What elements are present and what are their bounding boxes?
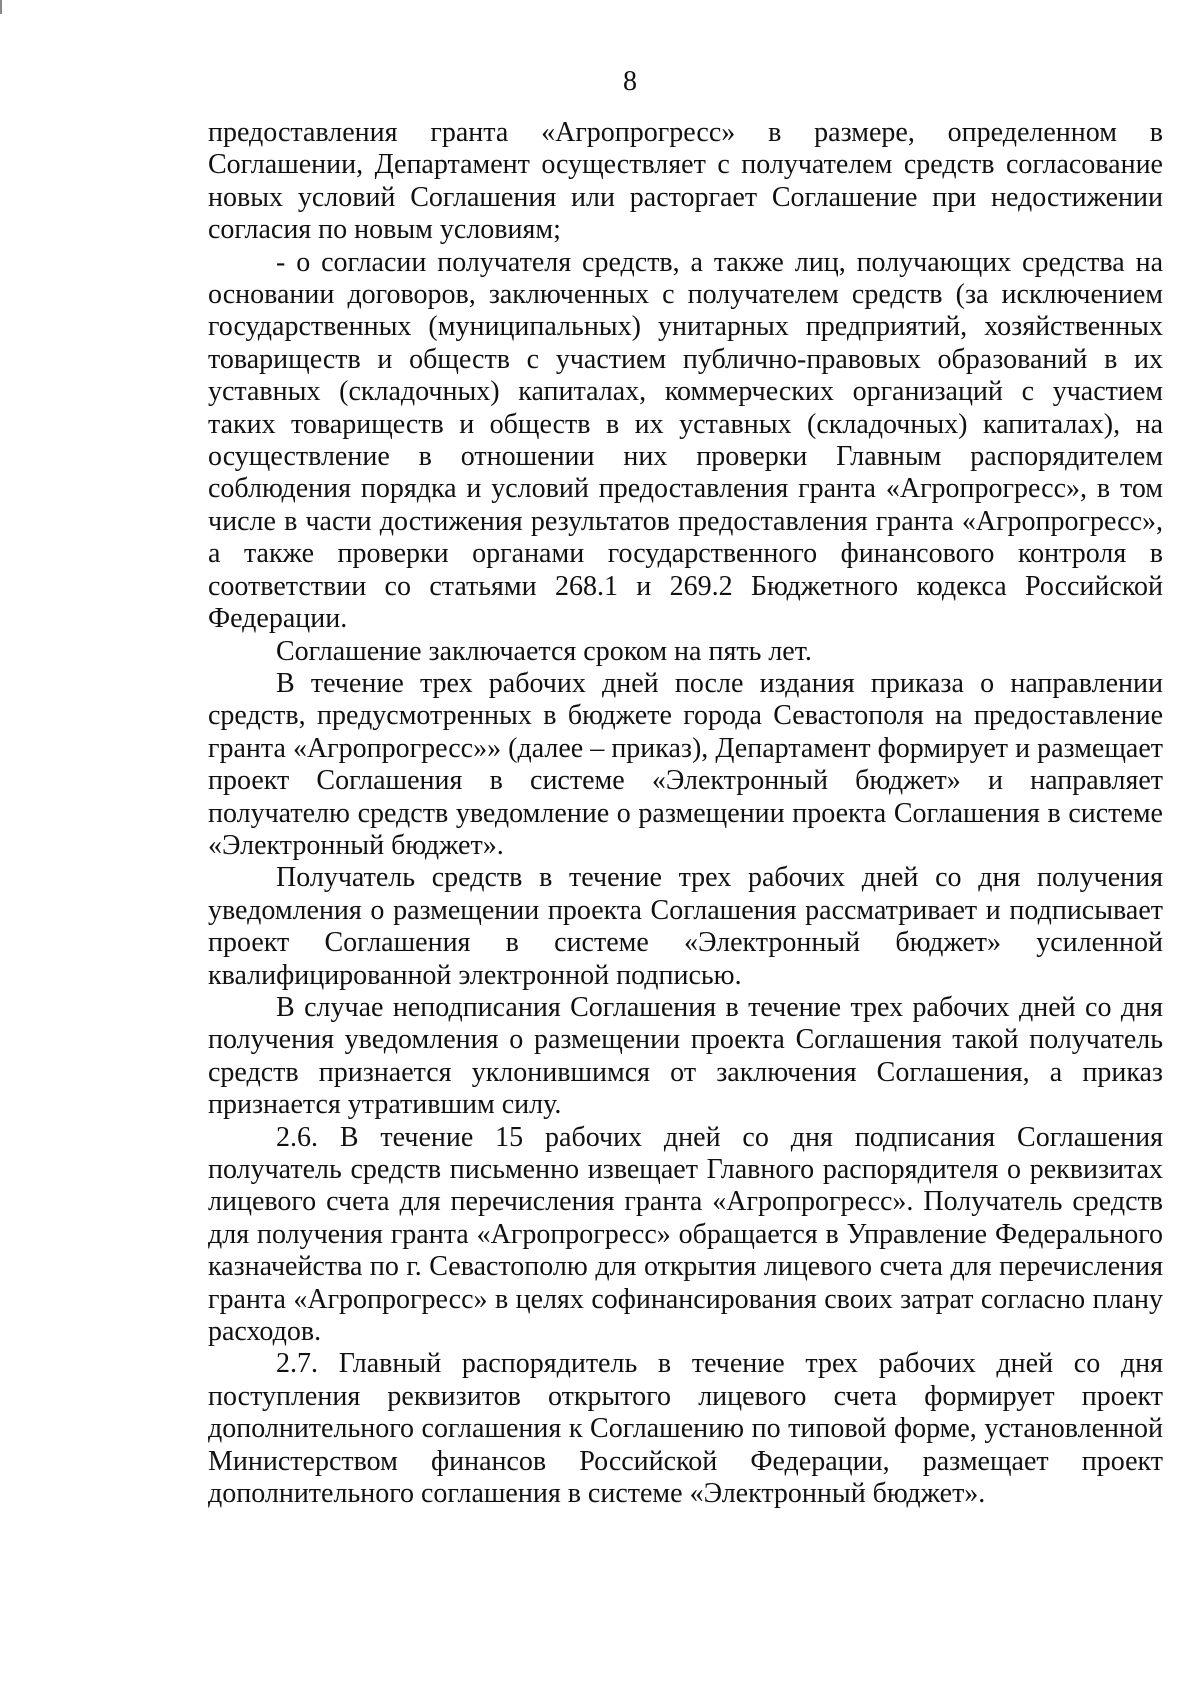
paragraph-agreement-term: Соглашение заключается сроком на пять лет. — [276, 635, 812, 667]
paragraph-continuation: предоставления гранта «Агропрогресс» в размере, определенном в Соглашении, Департамент осуществляет с получателем средств согласование новых условий Соглашения или расторгает Соглашение при недостижении согласия по новым условиям; — [208, 117, 1163, 246]
paragraph-draft-placement: В течение трех рабочих дней после издания приказа о направлении средств, предусмотренных в бюджете города Севастополя на предоставление гранта «Агропрогресс»» (далее – приказ), Департамент формирует и размещает проект Соглашения в системе «Электронный бюджет» и направляет получателю средств уведомление о размещении проекта Соглашения в системе «Электронный бюджет». — [208, 667, 1163, 861]
document-body — [208, 117, 1163, 1510]
page-number: 8 — [623, 66, 637, 97]
paragraph-recipient-signing: Получатель средств в течение трех рабочих дней со дня получения уведомления о размещении проекта Соглашения рассматривает и подписывает проект Соглашения в системе «Электронный бюджет» усиленной квалифицированной электронной подписью. — [208, 862, 1163, 991]
paragraph-section-2-7: 2.7. Главный распорядитель в течение трех рабочих дней со дня поступления реквизитов открытого лицевого счета формирует проект дополнительного соглашения к Соглашению по типовой форме, установленной Министерством финансов Российской Федерации, размещает проект дополнительного соглашения в системе «Электронный бюджет». — [208, 1348, 1163, 1510]
paragraph-section-2-6: 2.6. В течение 15 рабочих дней со дня подписания Соглашения получатель средств письменно извещает Главного распорядителя о реквизитах лицевого счета для перечисления гранта «Агропрогресс». Получатель средств для получения гранта «Агропрогресс» обращается в Управление Федерального казначейства по г. Севастополю для открытия лицевого счета для перечисления гранта «Агропрогресс» в целях софинансирования своих затрат согласно плану расходов. — [208, 1121, 1163, 1348]
paragraph-non-signing: В случае неподписания Соглашения в течение трех рабочих дней со дня получения уведомления о размещении проекта Соглашения такой получатель средств признается уклонившимся от заключения Соглашения, а приказ признается утратившим силу. — [208, 991, 1163, 1121]
paragraph-consent-clause: - о согласии получателя средств, а также лиц, получающих средства на основании договоров, заключенных с получателем средств (за исключением государственных (муниципальных) унитарных предприятий, хозяйственных товариществ и обществ с участием публично-правовых образований в их уставных (складочных) капиталах, коммерческих организаций с участием таких товариществ и обществ в их уставных (складочных) капиталах), на осуществление в отношении них проверки Главным распорядителем соблюдения порядка и условий предоставления гранта «Агропрогресс», в том числе в части достижения результатов предоставления гранта «Агропрогресс», а также проверки органами государственного финансового контроля в соответствии со статьями 268.1 и 269.2 Бюджетного кодекса Российской Федерации. — [208, 246, 1163, 635]
scan-edge-mark — [0, 0, 2, 14]
